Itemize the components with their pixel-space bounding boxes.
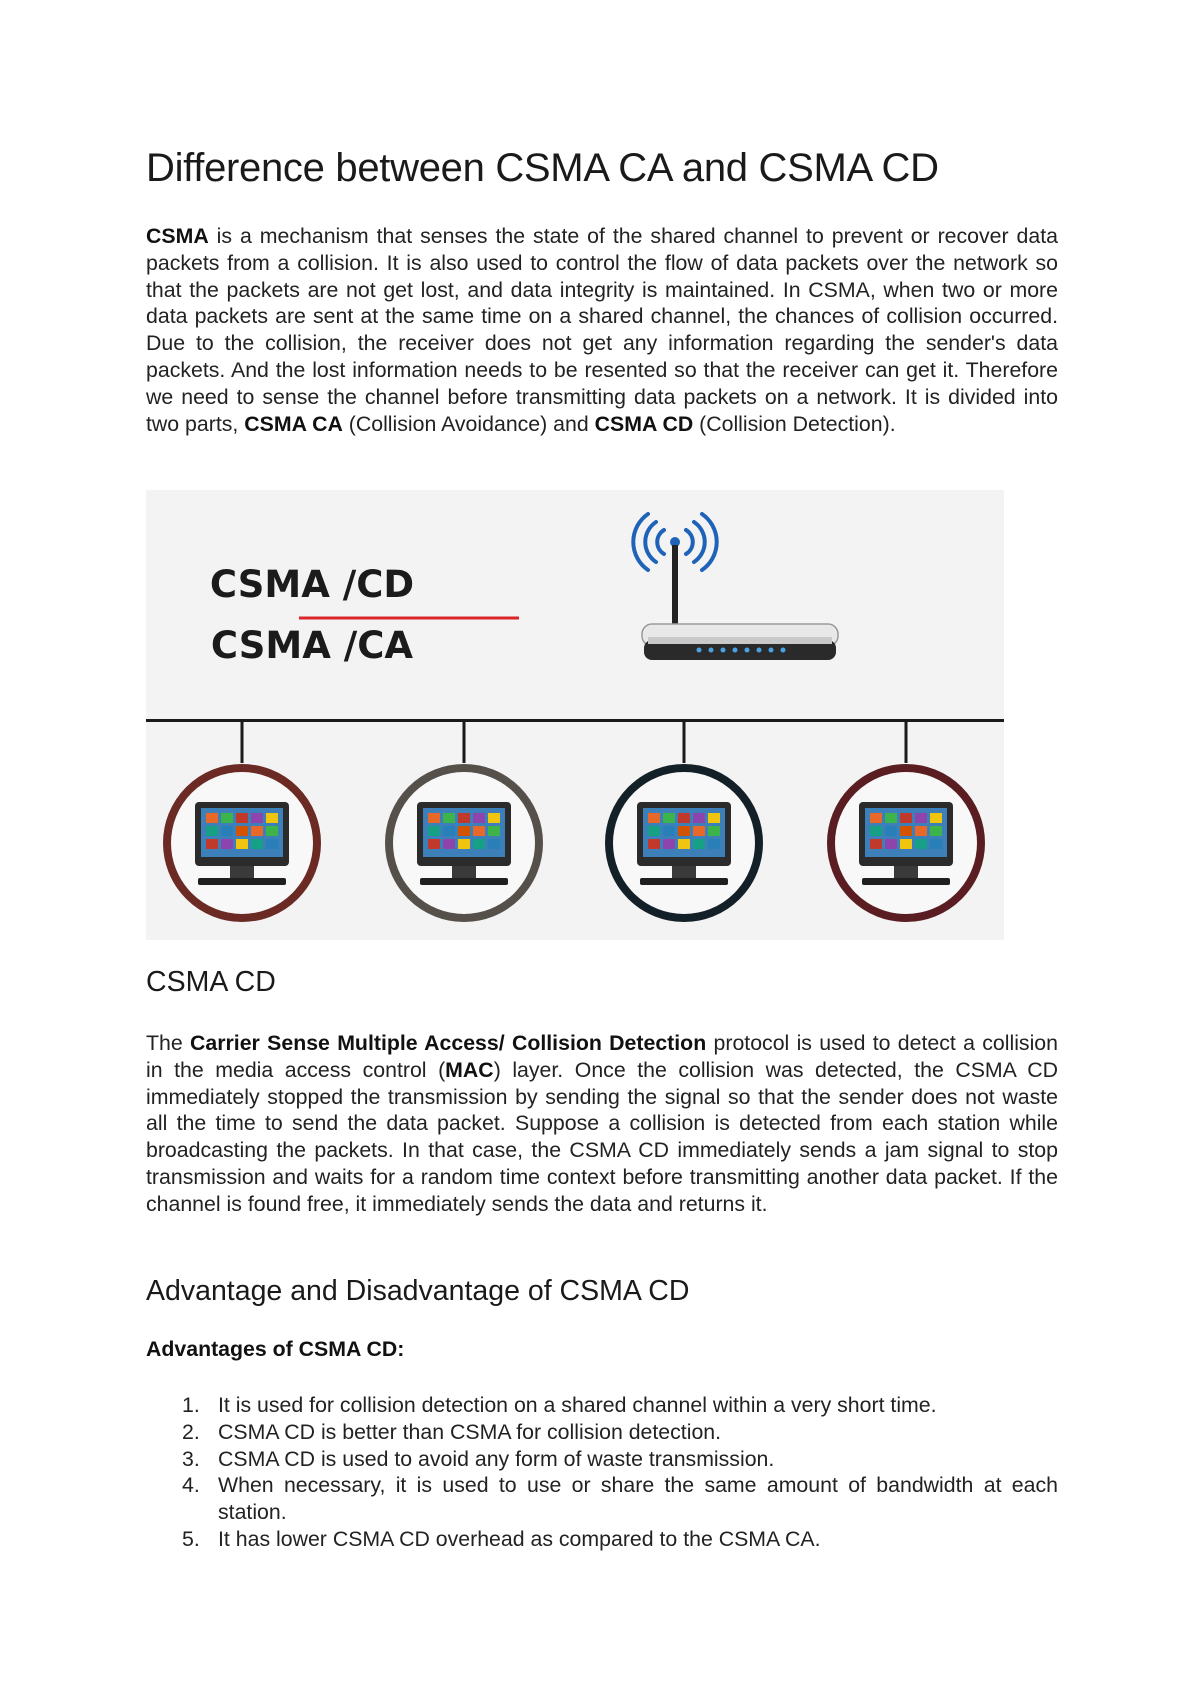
- list-item-text: It is used for collision detection on a shared channel within a very short time.: [218, 1393, 937, 1417]
- list-item-number: 5.: [182, 1526, 200, 1551]
- cd-text-1: The: [146, 1031, 190, 1055]
- list-item-number: 3.: [182, 1446, 200, 1471]
- list-item: [146, 1472, 1058, 1526]
- advantages-subheading: Advantages of CSMA CD:: [146, 1337, 405, 1361]
- list-item-number: 2.: [182, 1419, 200, 1444]
- list-item: [146, 1446, 1058, 1473]
- list-item-text: CSMA CD is better than CSMA for collision detection.: [218, 1419, 722, 1444]
- csma-cd-paragraph: [146, 1030, 1058, 1218]
- list-item-text: CSMA CD is used to avoid any form of waste transmission.: [218, 1446, 775, 1471]
- list-item-text: It has lower CSMA CD overhead as compared to the CSMA CA.: [218, 1526, 821, 1551]
- intro-bold-csma-cd: CSMA CD: [594, 411, 694, 436]
- page-title: Difference between CSMA CA and CSMA CD: [146, 146, 939, 190]
- list-item: [146, 1392, 1058, 1419]
- intro-paragraph: [146, 223, 1058, 437]
- list-item: [146, 1526, 1058, 1553]
- diagram-label-cd: CSMA /CD: [209, 563, 415, 606]
- section-heading-advantages: Advantage and Disadvantage of CSMA CD: [146, 1275, 690, 1307]
- station-group: [167, 721, 981, 918]
- diagram-label-ca: CSMA /CA: [210, 624, 414, 667]
- list-item: [146, 1419, 1058, 1446]
- intro-bold-csma-ca: CSMA CA: [244, 411, 343, 436]
- network-diagram: [146, 490, 1004, 940]
- network-bus-line: [146, 719, 1004, 722]
- intro-text-1: is a mechanism that senses the state of the shared channel to prevent or recover data packets from a collision. It is also used to control the flow of data packets over the network so that the packets are not get lost, and data integrity is maintained. In CSMA, when two or more data packets are sent at the same time on a shared channel, the chances of collision occurred. Due to the collision, the receiver does not get any information regarding the sender's data packets. And the lost information needs to be resented so that the receiver can get it. Therefore we need to sense the channel before transmitting data packets on a network. It is divided into two parts,: [146, 224, 1058, 436]
- intro-text-3: (Collision Detection).: [693, 411, 896, 436]
- wifi-router-icon: [633, 514, 838, 660]
- list-item-text: When necessary, it is used to use or share the same amount of bandwidth at each station.: [218, 1473, 1058, 1525]
- section-heading-csma-cd: CSMA CD: [146, 966, 276, 998]
- intro-bold-csma: CSMA: [146, 224, 209, 248]
- network-diagram-figure: [146, 490, 1004, 940]
- cd-text-3: ) layer. Once the collision was detected, the CSMA CD immediately stopped the transmission by sending the signal so that the sender does not waste all the time to send the data packet. Suppose a collision is detected from each station while broadcasting the packets. In that case, the CSMA CD immediately sends a jam signal to stop transmission and waits for a random time context before transmitting another data packet. If the channel is found free, it immediately sends the data and returns it.: [146, 1057, 1058, 1216]
- station-4: [831, 721, 981, 918]
- cd-bold-protocol: Carrier Sense Multiple Access/ Collision Detection: [190, 1031, 707, 1055]
- cd-text-2: protocol is used to detect a collision in the media access control (: [146, 1031, 1059, 1082]
- list-item-number: 1.: [182, 1393, 200, 1417]
- cd-bold-mac: MAC: [445, 1057, 494, 1082]
- advantages-list: [146, 1392, 1058, 1553]
- station-2: [389, 721, 539, 918]
- intro-text-2: (Collision Avoidance) and: [342, 411, 595, 436]
- station-1: [167, 721, 317, 918]
- list-item-number: 4.: [182, 1473, 200, 1498]
- station-3: [609, 721, 759, 918]
